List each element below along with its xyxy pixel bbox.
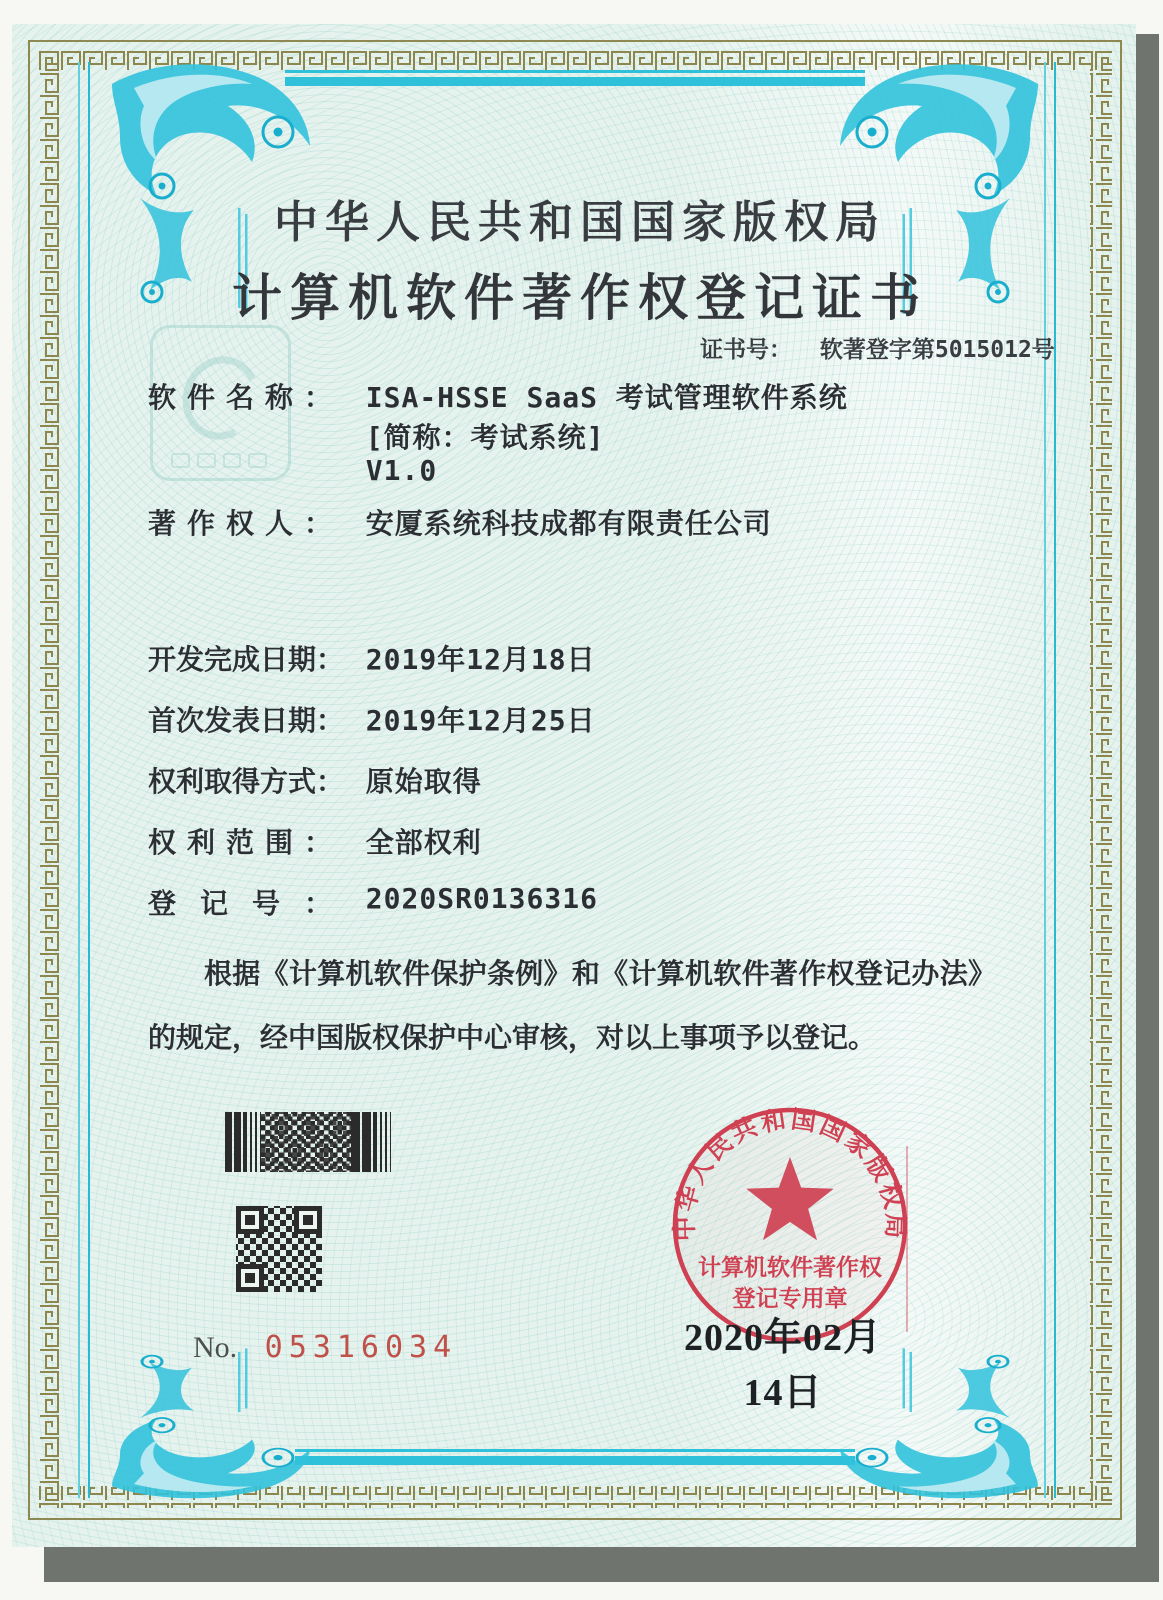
serial-number-label: No. [193, 1331, 238, 1364]
barcode-right-bars [351, 1112, 375, 1172]
field-registration-number [148, 882, 598, 922]
field-label: 软件名称： [148, 382, 332, 413]
field-version [148, 454, 437, 487]
barcode [225, 1112, 391, 1172]
authority-title: 中华人民共和国国家版权局 [274, 198, 886, 247]
stamp-edge-artifact [906, 1146, 908, 1332]
field-value: [简称：考试系统] [365, 421, 605, 454]
field-value: 原始取得 [365, 765, 482, 798]
field-first-publish-date [148, 699, 596, 739]
field-value: V1.0 [365, 454, 438, 487]
serial-number-value: 05316034 [264, 1330, 458, 1365]
qr-finder-top-right [294, 1206, 322, 1234]
serial-number-line [193, 1330, 457, 1365]
stamp-line2: 登记专用章 [732, 1286, 848, 1311]
certificate-number-value: 软著登字第5015012号 [819, 337, 1055, 363]
field-rights-acquisition [148, 760, 482, 800]
qr-finder-bottom-left [236, 1264, 264, 1292]
certificate-number-line [700, 331, 1055, 364]
barcode-left-bars [225, 1112, 245, 1172]
field-value: 2019年12月25日 [365, 704, 596, 737]
certificate-number-label: 证书号： [700, 337, 792, 363]
stamp-date: 2020年02月14日 [683, 1317, 882, 1414]
field-value: 2019年12月18日 [365, 643, 596, 676]
registration-statement: 根据《计算机软件保护条例》和《计算机软件著作权登记办法》的规定，经中国版权保护中心审核，对以上事项予以登记。 [148, 958, 996, 1053]
field-label: 权利范围： [148, 827, 332, 858]
field-value: 2020SR0136316 [365, 882, 598, 915]
field-label: 权利取得方式： [148, 766, 345, 797]
field-label: 开发完成日期： [148, 644, 345, 675]
field-label: 著作权人： [148, 508, 332, 539]
certificate-title: 计算机软件著作权登记证书 [232, 270, 928, 326]
field-copyright-owner [148, 502, 772, 542]
stamp-line1: 计算机软件著作权 [698, 1255, 882, 1280]
barcode-thin-bars [245, 1112, 261, 1172]
barcode-end-bars [375, 1112, 391, 1172]
field-software-name [148, 376, 848, 416]
field-short-name [148, 416, 605, 456]
qr-finder-top-left [236, 1206, 264, 1234]
field-value: 全部权利 [365, 826, 482, 859]
field-value: 安厦系统科技成都有限责任公司 [365, 507, 772, 540]
field-label: 首次发表日期： [148, 705, 345, 736]
qr-code [236, 1206, 322, 1292]
barcode-matrix-section [261, 1112, 351, 1172]
field-value: ISA-HSSE SaaS 考试管理软件系统 [365, 381, 848, 414]
field-dev-complete-date [148, 638, 596, 678]
stamp-ring-text: 中华人民共和国国家版权局 [671, 1106, 909, 1242]
field-rights-scope [148, 821, 482, 861]
field-label: 登记号： [148, 888, 332, 919]
